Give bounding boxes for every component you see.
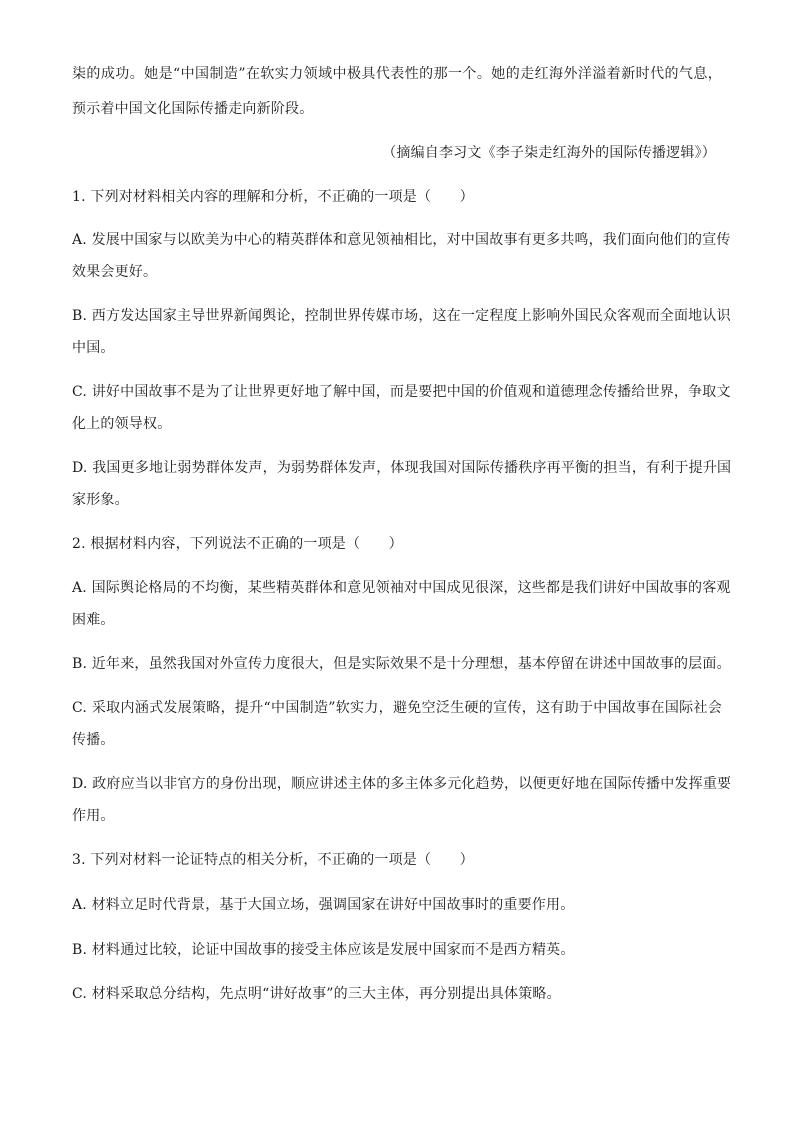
question-3-option-b: B. 材料通过比较，论证中国故事的接受主体应该是发展中国家而不是西方精英。	[72, 942, 575, 958]
question-2-option-b: B. 近年来，虽然我国对外宣传力度很大，但是实际效果不是十分理想，基本停留在讲述中国故事的层面。	[72, 656, 731, 672]
question-3-option-a: A. 材料立足时代背景，基于大国立场，强调国家在讲好中国故事时的重要作用。	[72, 897, 575, 913]
question-2-stem: 2. 根据材料内容，下列说法不正确的一项是（ ）	[72, 536, 403, 552]
question-2-option-a-line-1: A. 国际舆论格局的不均衡，某些精英群体和意见领袖对中国成见很深，这些都是我们讲好中国故事的客观	[72, 580, 731, 596]
question-1-option-d-line-2: 家形象。	[72, 492, 129, 508]
question-1-option-a-line-1: A. 发展中国家与以欧美为中心的精英群体和意见领袖相比，对中国故事有更多共鸣，我们面向他们的宣传	[72, 232, 731, 248]
passage-line-1: 柒的成功。她是“中国制造”在软实力领域中极具代表性的那一个。她的走红海外洋溢着新时代的气息，	[72, 66, 722, 82]
question-2-option-a-line-2: 困难。	[72, 612, 115, 628]
question-1-option-c-line-2: 化上的领导权。	[72, 416, 172, 432]
question-3-option-c: C. 材料采取总分结构，先点明“讲好故事”的三大主体，再分别提出具体策略。	[72, 986, 561, 1002]
question-3-stem: 3. 下列对材料一论证特点的相关分析，不正确的一项是（ ）	[72, 852, 474, 868]
question-1-stem: 1. 下列对材料相关内容的理解和分析，不正确的一项是（ ）	[72, 189, 474, 205]
question-2-option-c-line-1: C. 采取内涵式发展策略，提升“中国制造”软实力，避免空泛生硬的宣传，这有助于中国故事在国际社会	[72, 700, 722, 716]
question-1-option-b-line-2: 中国。	[72, 340, 115, 356]
passage-line-2: 预示着中国文化国际传播走向新阶段。	[72, 101, 314, 117]
passage-source: （摘编自李习文《李子柒走红海外的国际传播逻辑》）	[382, 145, 716, 161]
question-1-option-c-line-1: C. 讲好中国故事不是为了让世界更好地了解中国，而是要把中国的价值观和道德理念传播给世界，争取文	[72, 384, 731, 400]
question-2-option-d-line-2: 作用。	[72, 808, 115, 824]
question-2-option-c-line-2: 传播。	[72, 732, 115, 748]
question-2-option-d-line-1: D. 政府应当以非官方的身份出现，顺应讲述主体的多主体多元化趋势，以便更好地在国际传播中发挥重要	[72, 776, 732, 792]
question-1-option-d-line-1: D. 我国更多地让弱势群体发声，为弱势群体发声，体现我国对国际传播秩序再平衡的担当，有利于提升国	[72, 460, 732, 476]
question-1-option-b-line-1: B. 西方发达国家主导世界新闻舆论，控制世界传媒市场，这在一定程度上影响外国民众客观而全面地认识	[72, 308, 731, 324]
question-1-option-a-line-2: 效果会更好。	[72, 264, 158, 280]
